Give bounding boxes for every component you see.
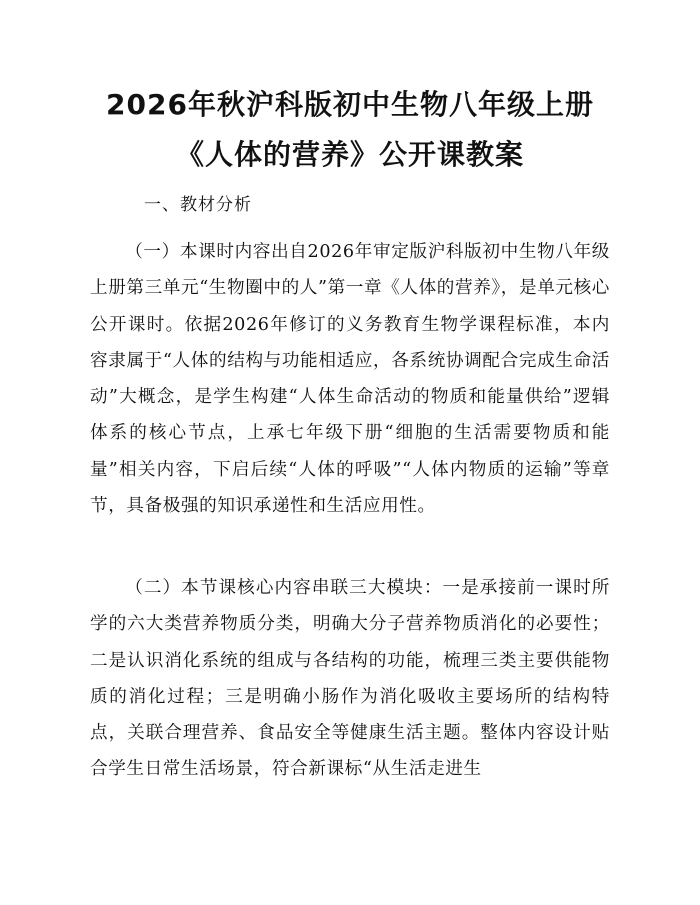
document-title: 2026年秋沪科版初中生物八年级上册《人体的营养》公开课教案 [106,88,594,171]
section-heading: 一、教材分析 [144,195,252,215]
paragraph-1: （一）本课时内容出自2026年审定版沪科版初中生物八年级上册第三单元“生物圈中的人”第一章《人体的营养》，是单元核心公开课时。依据2026年修订的义务教育生物学课程标准，本内容隶属于“人体的结构与功能相适应，各系统协调配合完成生命活动”大概念，是学生构建“人体生命活动的物质和能量供给”逻辑体系的核心节点，上承七年级下册“细胞的生活需要物质和能量”相关内容，下启后续“人体的呼吸”“人体内物质的运输”等章节，具备极强的知识承递性和生活应用性。 [90,242,610,517]
paragraph-2: （二）本节课核心内容串联三大模块：一是承接前一课时所学的六大类营养物质分类，明确大分子营养物质消化的必要性；二是认识消化系统的组成与各结构的功能，梳理三类主要供能物质的消化过程；三是明确小肠作为消化吸收主要场所的结构特点，关联合理营养、食品安全等健康生活主题。整体内容设计贴合学生日常生活场景，符合新课标“从生活走进生 [90,578,610,780]
